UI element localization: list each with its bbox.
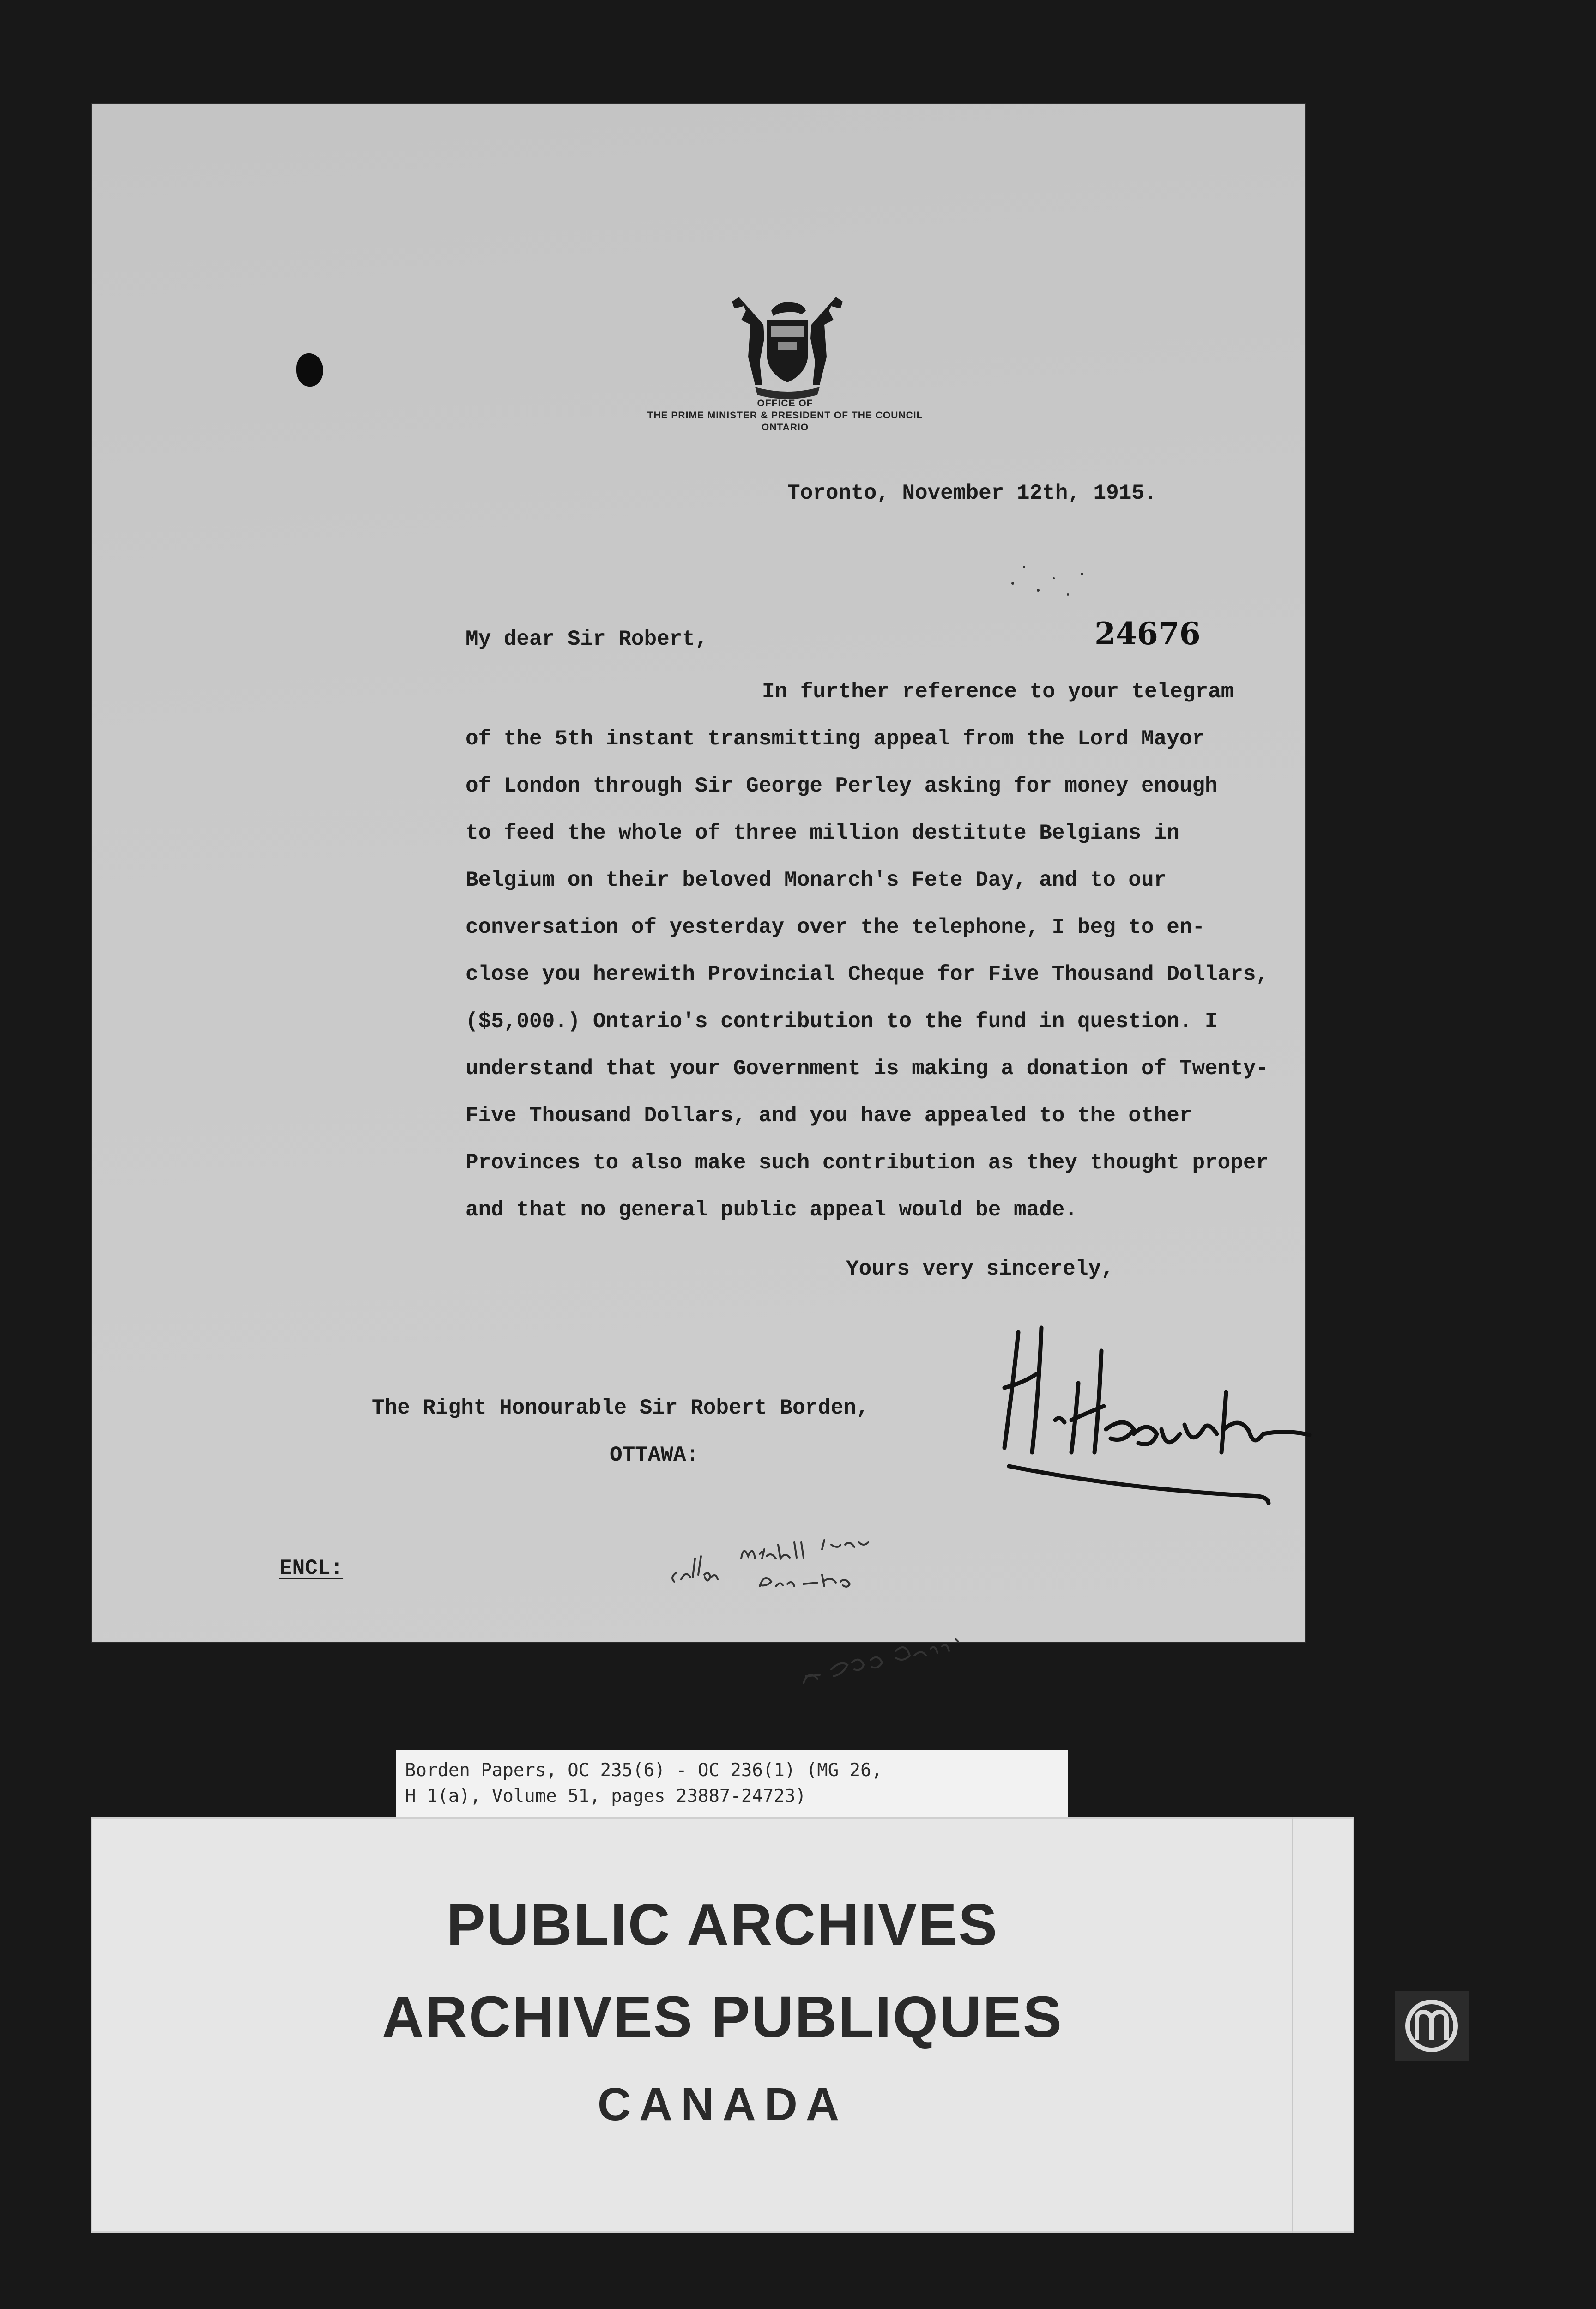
body-line: ($5,000.) Ontario's contribution to the fund in question. I <box>466 1009 1218 1034</box>
body-line: In further reference to your telegram <box>762 680 1234 704</box>
handwritten-note <box>665 1531 988 1697</box>
body-line: understand that your Government is making a donation of Twenty- <box>466 1057 1269 1081</box>
body-line: to feed the whole of three million destitute Belgians in <box>466 821 1179 845</box>
document-number: 24676 <box>1094 616 1201 652</box>
letterhead-line: THE PRIME MINISTER & PRESIDENT OF THE COUNCIL <box>647 410 923 421</box>
paper-speck <box>1037 589 1040 592</box>
closing: Yours very sincerely, <box>846 1257 1114 1281</box>
letterhead-line: ONTARIO <box>761 422 809 433</box>
punch-hole <box>296 353 323 387</box>
body-line: of the 5th instant transmitting appeal from the Lord Mayor <box>466 727 1205 751</box>
letter-page <box>92 104 1305 1642</box>
letter-date: Toronto, November 12th, 1915. <box>787 481 1157 505</box>
body-line: conversation of yesterday over the telephone, I beg to en- <box>466 915 1205 939</box>
body-line: of London through Sir George Perley asking for money enough <box>466 774 1218 798</box>
recipient-city: OTTAWA: <box>610 1443 699 1467</box>
salutation: My dear Sir Robert, <box>466 627 708 651</box>
body-line: close you herewith Provincial Cheque for Five Thousand Dollars, <box>466 962 1269 986</box>
paper-speck <box>1011 582 1014 585</box>
letterhead <box>554 398 1016 434</box>
letter-body <box>466 668 1389 1233</box>
paper-speck <box>1081 573 1083 575</box>
body-line: and that no general public appeal would be made. <box>466 1198 1078 1222</box>
paper-speck <box>1067 593 1069 596</box>
enclosure-label: ENCL: <box>279 1556 344 1580</box>
body-line: Provinces to also make such contribution as they thought proper <box>466 1151 1269 1175</box>
coat-of-arms-icon <box>727 292 847 403</box>
reference-line: H 1(a), Volume 51, pages 23887-24723) <box>405 1786 806 1807</box>
paper-speck <box>1023 566 1025 568</box>
body-line: Belgium on their beloved Monarch's Fete Day, and to our <box>466 868 1167 892</box>
archives-title-fr: ARCHIVES PUBLIQUES <box>381 1984 1064 2049</box>
recipient-address: The Right Honourable Sir Robert Borden, <box>372 1396 869 1420</box>
paper-speck <box>1053 577 1055 579</box>
archives-card <box>91 1817 1354 2233</box>
microfilm-logo-icon <box>1395 1991 1469 2061</box>
body-line: Five Thousand Dollars, and you have appealed to the other <box>466 1104 1192 1128</box>
letterhead-line: OFFICE OF <box>757 398 813 409</box>
reference-label <box>396 1750 1068 1819</box>
handwritten-signature <box>986 1314 1337 1517</box>
reference-line: Borden Papers, OC 235(6) - OC 236(1) (MG 26, <box>405 1760 883 1781</box>
archives-country: CANADA <box>597 2079 848 2130</box>
archives-title-en: PUBLIC ARCHIVES <box>446 1892 999 1957</box>
